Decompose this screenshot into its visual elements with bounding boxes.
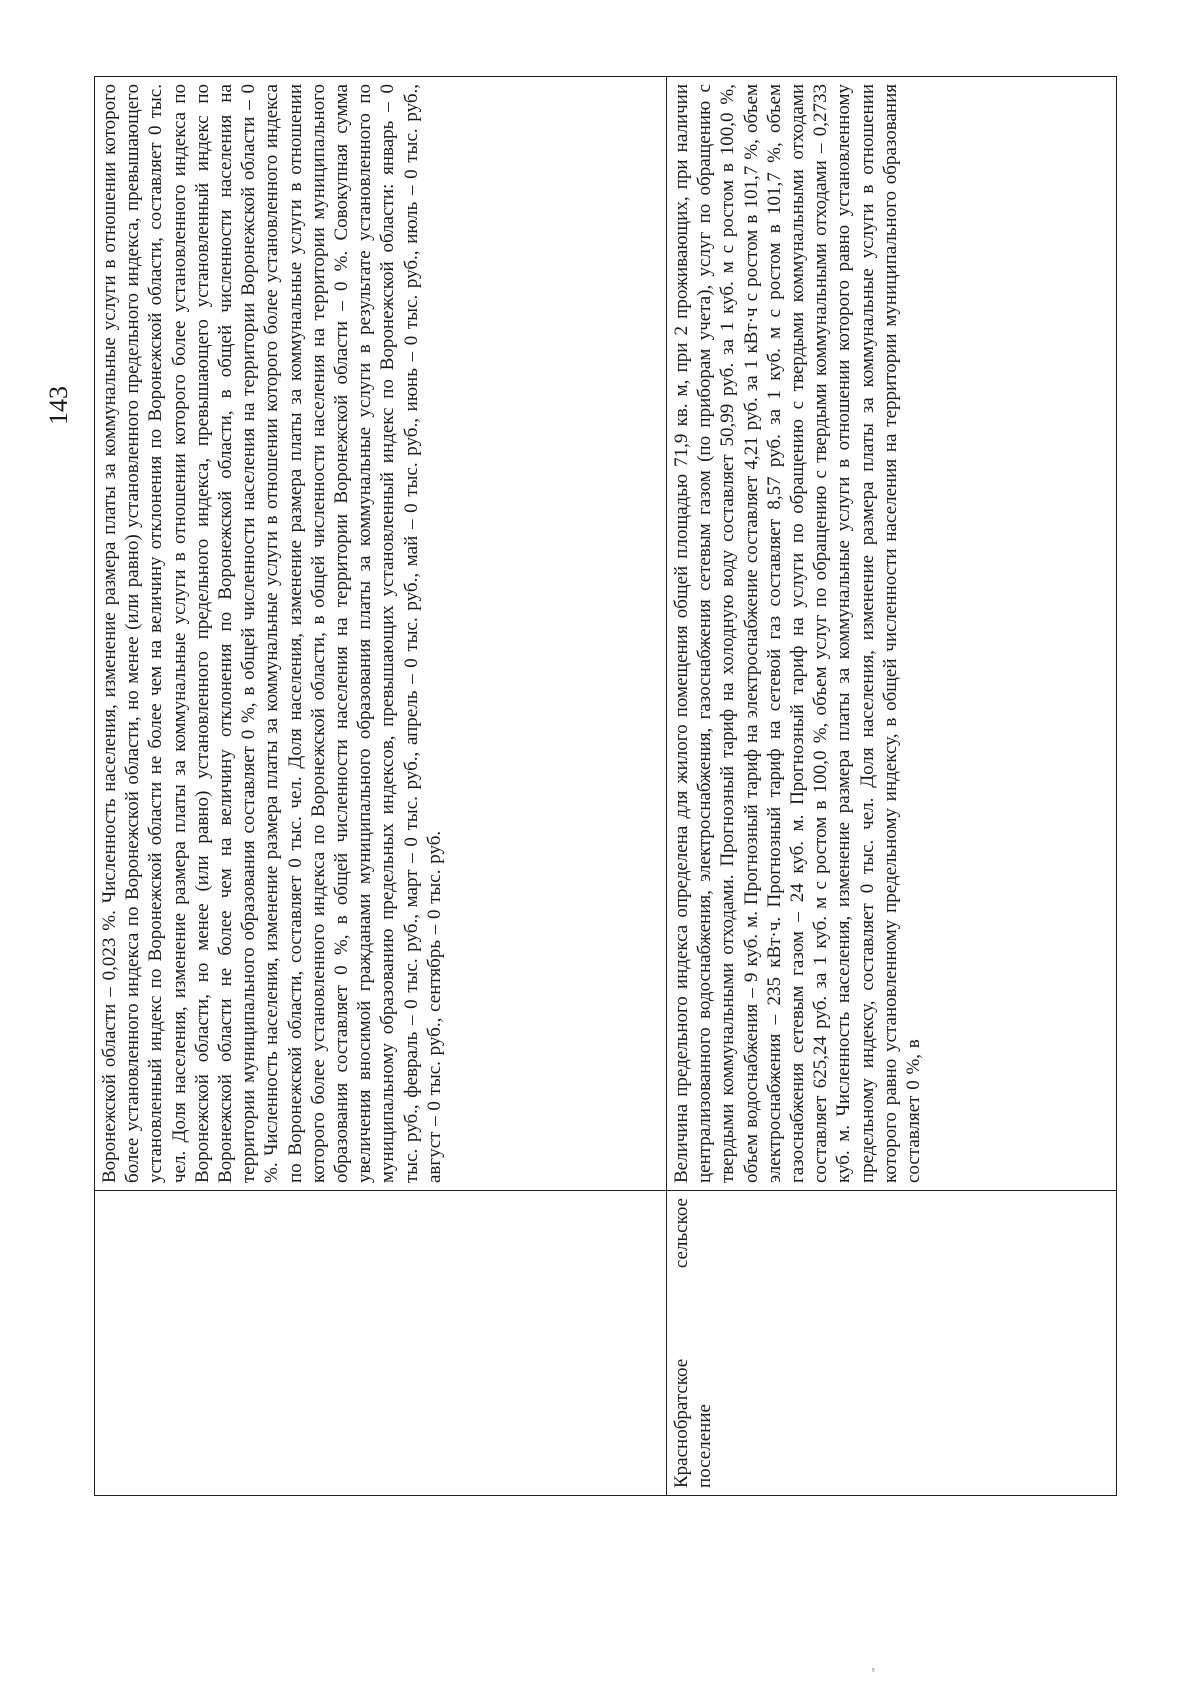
- table-row: [95, 77, 667, 1496]
- table-row: [667, 77, 1117, 1496]
- page-number: 143: [44, 386, 73, 425]
- municipality-name-cell: Краснобратское сельское поселение: [667, 1191, 1117, 1496]
- description-cell: Величина предельного индекса определена для жилого помещения общей площадью 71,9 кв. м, при 2 проживающих, при наличии централизованного водоснабжения, электроснабжения, газоснабжения сетевым газом (по приборам учета), услуг по обращению с твердыми коммунальными отходами. Прогнозный тариф на холодную воду составляет 50,99 руб. за 1 куб. м с ростом в 100,0 %, объем водоснабжения – 9 куб. м. Прогнозный тариф на электроснабжение составляет 4,21 руб. за 1 кВт·ч с ростом в 101,7 %, объем электроснабжения – 235 кВт·ч. Прогнозный тариф на сетевой газ составляет 8,57 руб. за 1 куб. м с ростом в 101,7 %, объем газоснабжения сетевым газом – 24 куб. м. Прогнозный тариф на услуги по обращению с твердыми коммунальными отходами составляет 625,24 руб. за 1 куб. м с ростом в 100,0 %, объем услуг по обращению с твердыми коммунальными отходами – 0,2733 куб. м. Численность населения, изменение размера платы за коммунальные услуги в отношении которого равно установленному предельному индексу, составляет 0 тыс. чел. Доля населения, изменение размера платы за коммунальные услуги в отношении которого равно установленному предельному индексу, в общей численности населения на территории муниципального образования составляет 0 %, в: [667, 77, 1117, 1191]
- document-table: [94, 76, 1117, 1496]
- municipality-name-cell: [95, 1191, 667, 1496]
- rotated-table-container: [94, 76, 1116, 1496]
- description-cell: Воронежской области – 0,023 %. Численность населения, изменение размера платы за коммунальные услуги в отношении которого более установленного индекса по Воронежской области, но менее (или равно) установленного предельного индекса, превышающего установленный индекс по Воронежской области не более чем на величину отклонения по Воронежской области, составляет 0 тыс. чел. Доля населения, изменение размера платы за коммунальные услуги в отношении которого более установленного индекса по Воронежской области, но менее (или равно) установленного предельного индекса, превышающего установленный индекс по Воронежской области не более чем на величину отклонения по Воронежской области, в общей численности населения на территории муниципального образования составляет 0 %, в общей численности населения на территории Воронежской области – 0 %. Численность населения, изменение размера платы за коммунальные услуги в отношении которого более установленного индекса по Воронежской области, составляет 0 тыс. чел. Доля населения, изменение размера платы за коммунальные услуги в отношении которого более установленного индекса по Воронежской области, в общей численности населения на территории муниципального образования составляет 0 %, в общей численности населения на территории Воронежской области – 0 %. Совокупная сумма увеличения вносимой гражданами муниципального образования платы за коммунальные услуги в результате установленного по муниципальному образованию предельных индексов, превышающих установленный индекс по Воронежской области: январь – 0 тыс. руб., февраль – 0 тыс. руб., март – 0 тыс. руб., апрель – 0 тыс. руб., май – 0 тыс. руб., июнь – 0 тыс. руб., июль – 0 тыс. руб., август – 0 тыс. руб., сентябрь – 0 тыс. руб.: [95, 77, 667, 1191]
- scan-speck: ˢ: [872, 1664, 875, 1678]
